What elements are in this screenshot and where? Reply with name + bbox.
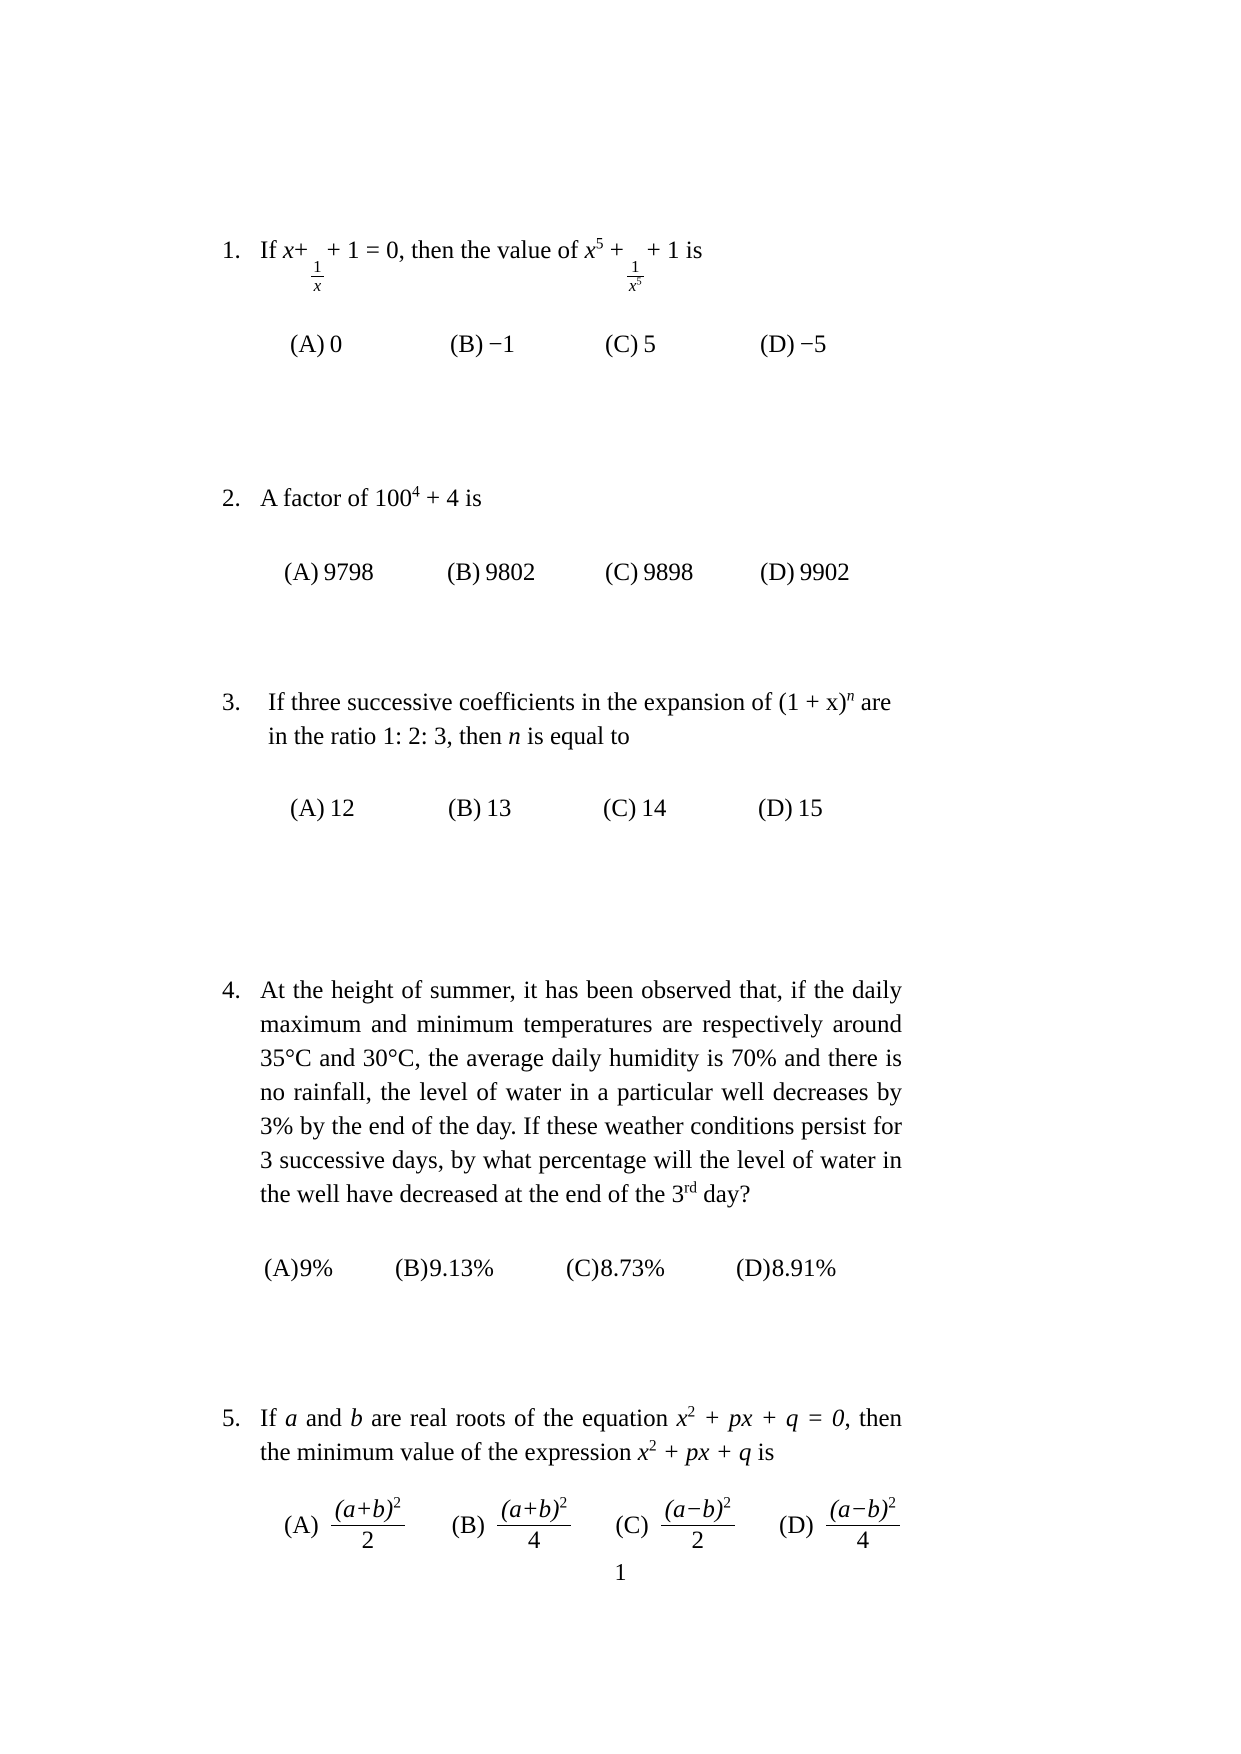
option-d-label: (D) <box>736 1255 771 1283</box>
option-a-label: (A) <box>290 795 325 823</box>
q4-text-part-3: , the average daily humidity is <box>414 1045 724 1073</box>
question-2 <box>222 482 902 590</box>
q1-fraction-denominator: x <box>311 276 324 295</box>
q4-text-part-6: day? <box>703 1181 751 1209</box>
q3-variable-n: n <box>508 723 521 751</box>
question-5-number: 5. <box>222 1405 241 1433</box>
option-b-value: 13 <box>486 795 512 823</box>
option-d-value: −5 <box>799 331 827 359</box>
q5-text-part-3: are real roots of the equation <box>371 1405 669 1433</box>
option-b-label: (B) <box>451 1511 485 1539</box>
question-4-option-c[interactable] <box>566 1252 736 1286</box>
question-5-option-c[interactable] <box>615 1496 779 1555</box>
option-d-label: (D) <box>760 559 795 587</box>
q1-plus-2: + <box>609 237 624 264</box>
option-a-label: (A) <box>284 559 319 587</box>
question-3-number: 3. <box>222 689 241 717</box>
q4-decrease-value: 3% <box>260 1113 294 1141</box>
question-4-number: 4. <box>222 977 241 1005</box>
q4-text-part-4: and there is no rainfall, the level of water in a particular well decreases by <box>260 1045 902 1107</box>
spacer <box>222 1286 902 1402</box>
question-5 <box>222 1402 902 1555</box>
option-c-label: (C) <box>605 331 639 359</box>
question-2-options <box>222 556 902 590</box>
question-2-option-c[interactable] <box>605 556 760 590</box>
spacer <box>222 294 902 328</box>
option-c-denominator: 2 <box>661 1525 735 1555</box>
q1-fraction-one-over-x <box>311 258 324 295</box>
option-d-value: 8.91% <box>771 1255 837 1283</box>
question-5-option-a[interactable] <box>284 1496 452 1555</box>
option-b-label: (B) <box>395 1255 429 1283</box>
q1-x-power-base: x <box>584 237 596 264</box>
question-1-number: 1. <box>222 237 241 264</box>
q5-text-part-1: If <box>260 1405 277 1433</box>
option-b-value: 9.13% <box>429 1255 494 1283</box>
question-4-option-b[interactable] <box>395 1252 566 1286</box>
question-4-options <box>222 1252 902 1286</box>
option-c-label: (C) <box>566 1255 600 1283</box>
option-b-value: 9802 <box>485 559 536 587</box>
option-a-numerator-expr: (a+b) <box>334 1496 394 1524</box>
question-3-text <box>260 686 902 754</box>
question-4-option-a[interactable] <box>264 1252 395 1286</box>
option-b-numerator <box>497 1496 571 1525</box>
spacer <box>222 826 902 974</box>
option-d-value: 15 <box>797 795 823 823</box>
q4-ordinal-suffix: rd <box>684 1180 698 1198</box>
q2-text-part-1: A factor of <box>260 485 369 513</box>
option-c-numerator <box>661 1496 735 1525</box>
q1-fraction2-numerator: 1 <box>631 256 640 276</box>
option-d-denominator: 4 <box>826 1525 900 1555</box>
question-1 <box>222 234 902 362</box>
q1-fraction-one-over-x5 <box>627 258 644 295</box>
option-c-label: (C) <box>605 559 639 587</box>
option-a-numerator <box>331 1496 405 1525</box>
q1-text-part-4: is <box>685 237 703 264</box>
option-d-label: (D) <box>779 1511 814 1539</box>
question-2-option-d[interactable] <box>760 556 850 590</box>
option-b-label: (B) <box>448 795 482 823</box>
question-3-options <box>222 792 902 826</box>
option-d-numerator-exponent: 2 <box>888 1495 896 1513</box>
option-a-fraction <box>331 1496 405 1555</box>
question-3-option-a[interactable] <box>290 792 448 826</box>
option-c-label: (C) <box>603 795 637 823</box>
option-c-fraction <box>661 1496 735 1555</box>
question-3 <box>222 686 902 826</box>
option-a-value: 12 <box>329 795 355 823</box>
q5-equation2-exponent: 2 <box>648 1438 657 1456</box>
q3-ratio: 1: 2: 3 <box>382 723 447 751</box>
q1-fraction2-den-exponent: 5 <box>636 275 642 287</box>
option-b-label: (B) <box>450 331 484 359</box>
option-a-value: 9% <box>299 1255 334 1283</box>
q3-text-part-4: is equal to <box>527 723 630 751</box>
option-a-label: (A) <box>290 331 325 359</box>
option-c-numerator-exponent: 2 <box>723 1495 731 1513</box>
q1-plus-1: + <box>294 237 309 264</box>
option-d-value: 9902 <box>799 559 850 587</box>
question-5-option-b[interactable] <box>452 1496 616 1555</box>
option-a-denominator: 2 <box>331 1525 405 1555</box>
q3-text-part-3: , then <box>446 723 503 751</box>
q1-fraction2-denominator <box>627 276 644 295</box>
spacer <box>222 362 902 482</box>
question-1-option-a[interactable] <box>290 328 450 362</box>
q2-power-base: 100 <box>374 485 413 513</box>
q3-expression-base: (1 + x) <box>778 689 847 717</box>
q4-ordinal-number: 3 <box>671 1181 685 1209</box>
q4-text-part-2: and <box>319 1045 356 1073</box>
question-1-text <box>260 234 902 294</box>
question-2-option-b[interactable] <box>447 556 605 590</box>
option-b-numerator-exponent: 2 <box>559 1495 568 1513</box>
question-2-text <box>260 482 902 516</box>
question-1-options <box>222 328 902 362</box>
option-a-value: 0 <box>329 331 343 359</box>
option-c-value: 5 <box>643 331 656 359</box>
q5-equation2-x: x <box>637 1439 649 1467</box>
option-c-value: 9898 <box>643 559 694 587</box>
question-list <box>222 234 902 1555</box>
q5-text-part-4: , then the minimum value of the expression <box>260 1405 903 1467</box>
q1-x-power-exponent: 5 <box>595 235 604 253</box>
q5-text-part-5: is <box>757 1439 775 1467</box>
option-c-value: 14 <box>641 795 667 823</box>
spacer <box>222 1470 902 1496</box>
q5-equation1-x: x <box>676 1405 688 1433</box>
q2-text-part-2: + 4 <box>426 485 459 513</box>
q2-power-exponent: 4 <box>412 484 420 502</box>
option-c-value: 8.73% <box>600 1255 665 1283</box>
option-b-label: (B) <box>447 559 481 587</box>
question-3-option-d[interactable] <box>758 792 823 826</box>
question-5-options <box>222 1496 902 1555</box>
option-b-fraction <box>497 1496 571 1555</box>
option-b-value: −1 <box>488 331 515 359</box>
option-d-label: (D) <box>758 795 793 823</box>
q1-text-part-3: + 1 <box>646 237 680 264</box>
q3-expression-exponent: n <box>846 688 855 706</box>
option-d-fraction <box>826 1496 900 1555</box>
q5-variable-a: a <box>284 1405 298 1433</box>
option-c-label: (C) <box>615 1511 649 1539</box>
option-d-label: (D) <box>760 331 795 359</box>
question-1-option-c[interactable] <box>605 328 760 362</box>
q4-temperature-min: 30°C <box>362 1045 415 1073</box>
q3-expression <box>778 689 846 716</box>
q2-text-part-3: is <box>465 485 482 513</box>
q5-equation1-exponent: 2 <box>687 1404 696 1422</box>
question-4-text <box>260 974 902 1212</box>
question-2-number: 2. <box>222 485 241 513</box>
option-a-numerator-exponent: 2 <box>393 1495 401 1513</box>
q5-equation2-rest: + px + q <box>662 1439 752 1467</box>
q4-humidity-value: 70% <box>730 1045 777 1073</box>
option-c-numerator-expr: (a−b) <box>664 1496 724 1524</box>
option-b-denominator: 4 <box>497 1525 571 1555</box>
spacer <box>222 590 902 686</box>
q3-text-part-1: If three successive coefficients in the expansion of <box>268 689 773 717</box>
q4-text-part-1: At the height of summer, it has been observed that, if the daily maximum and minimum temperatures are respectively around <box>260 977 902 1039</box>
option-a-label: (A) <box>264 1255 299 1283</box>
spacer <box>222 754 902 792</box>
q1-text-part-1: If <box>260 237 277 264</box>
q1-variable-x: x <box>282 237 295 264</box>
option-a-value: 9798 <box>323 559 374 587</box>
spacer <box>222 1212 902 1252</box>
question-3-option-c[interactable] <box>603 792 758 826</box>
option-b-numerator-expr: (a+b) <box>500 1496 560 1524</box>
question-5-text <box>260 1402 902 1470</box>
spacer <box>222 516 902 556</box>
option-a-label: (A) <box>284 1511 319 1539</box>
q1-fraction2-den-base: x <box>628 275 637 295</box>
q1-text-part-2: + 1 = 0, then the value of <box>326 237 579 264</box>
q5-variable-b: b <box>350 1405 363 1433</box>
question-3-option-b[interactable] <box>448 792 603 826</box>
question-5-option-d[interactable] <box>779 1496 902 1555</box>
question-2-option-a[interactable] <box>284 556 447 590</box>
question-1-option-b[interactable] <box>450 328 605 362</box>
q5-text-part-2: and <box>305 1405 342 1433</box>
q4-temperature-max: 35°C <box>260 1045 312 1073</box>
q3-text-part-2: are in the ratio <box>268 689 892 751</box>
question-4 <box>222 974 902 1286</box>
page-number: 1 <box>614 1560 627 1586</box>
q1-fraction-numerator: 1 <box>313 256 322 276</box>
question-4-option-d[interactable] <box>736 1252 836 1286</box>
q5-equation1-rest: + px + q = 0 <box>703 1405 845 1433</box>
question-1-option-d[interactable] <box>760 328 826 362</box>
option-d-numerator <box>826 1496 900 1525</box>
q4-text-part-5: by the end of the day. If these weather conditions persist for 3 successive days, by what percentage will the level of water in the well have decreased at the end of the <box>260 1113 902 1209</box>
option-d-numerator-expr: (a−b) <box>829 1496 889 1524</box>
